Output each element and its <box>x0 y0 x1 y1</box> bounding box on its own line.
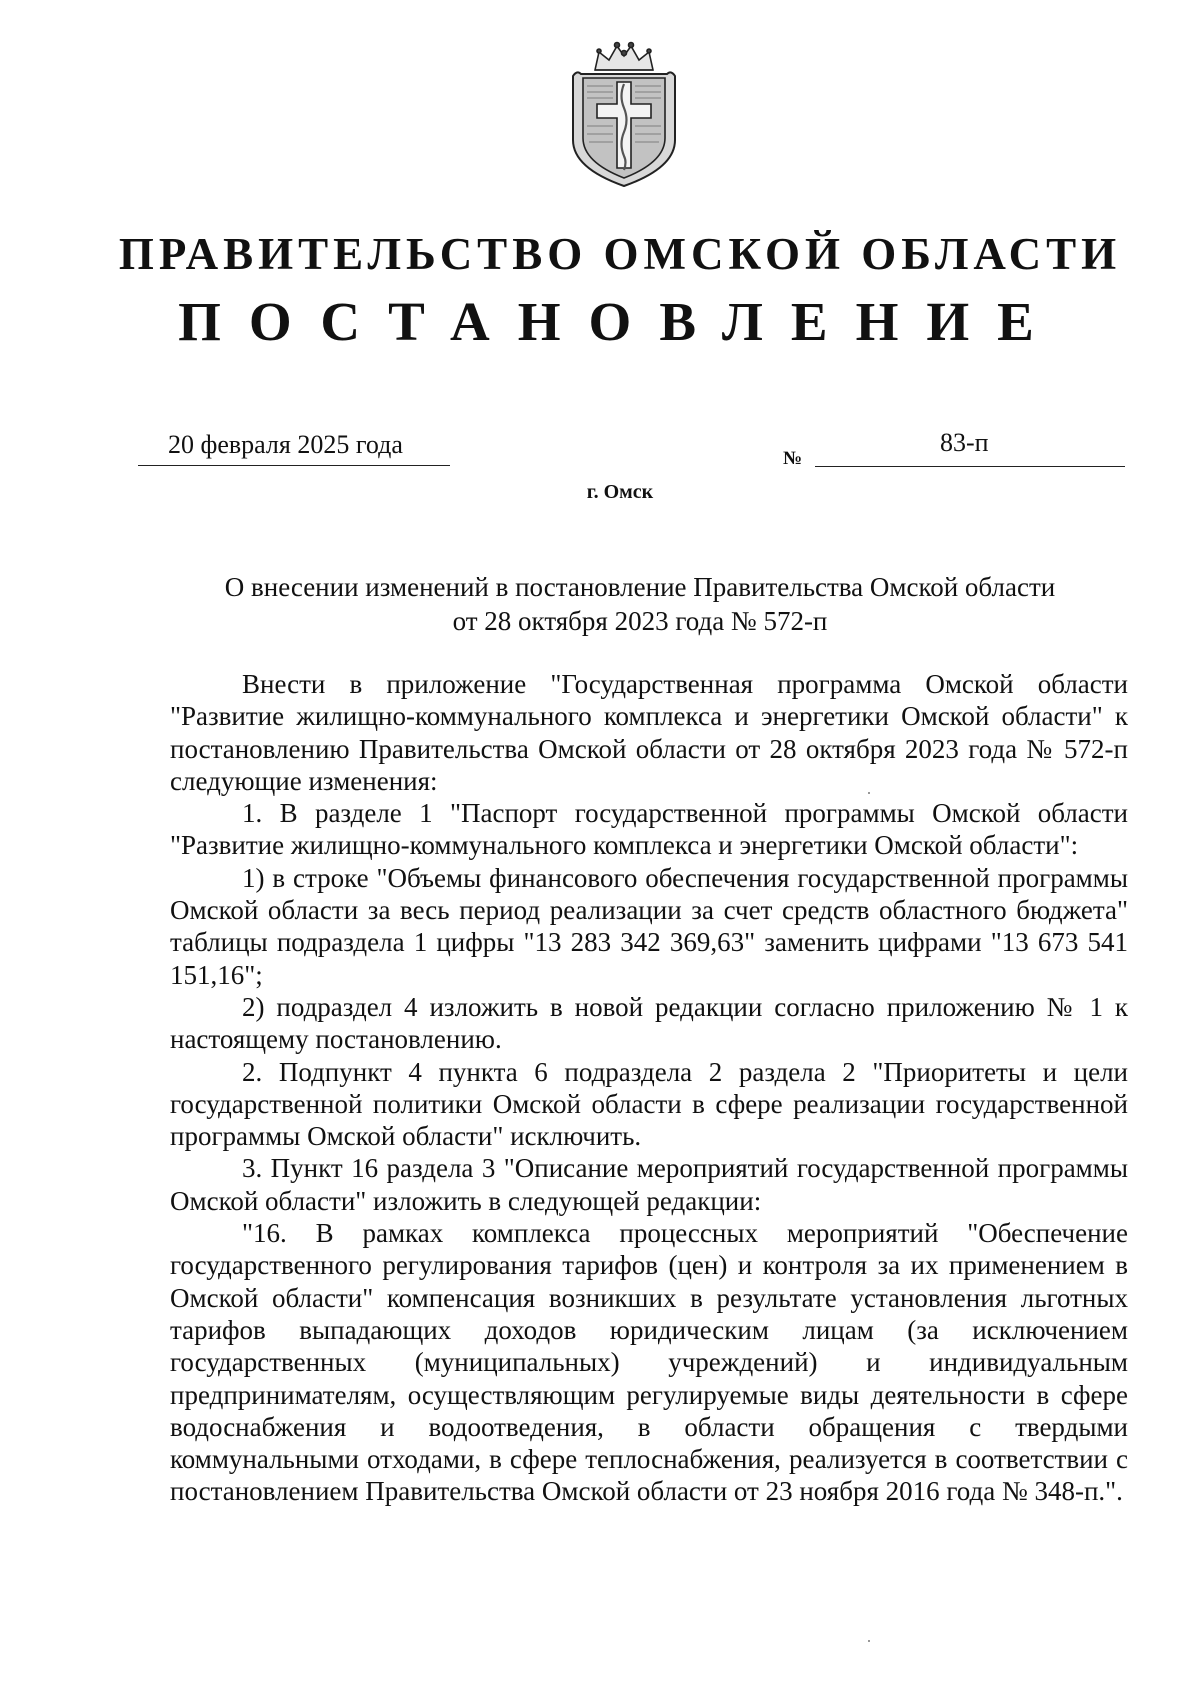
document-number: 83-п <box>940 428 989 457</box>
document-type-title: ПОСТАНОВЛЕНИЕ <box>178 291 1062 352</box>
body-paragraph: "16. В рамках комплекса процессных мероприятий "Обеспечение государственного регулирования тарифов (цен) и контроля за их применением в Омской области" компенсация возникших в результате установления льготных тарифов выпадающих доходов юридическим лицам (за исключением государственных (муниципальных) учреждений) и индивидуальным предпринимателям, осуществляющим регулируемые виды деятельности в сфере водоснабжения и водоотведения, в области обращения с твердыми коммунальными отходами, в сфере теплоснабжения, реализуется в соответствии с постановлением Правительства Омской области от 23 ноября 2016 года № 348-п.". <box>170 1218 1128 1507</box>
document-date: 20 февраля 2025 года <box>168 430 403 459</box>
subject-line: от 28 октября 2023 года № 572-п <box>452 606 828 636</box>
document-city: г. Омск <box>586 481 654 503</box>
body-paragraph: 1. В разделе 1 "Паспорт государственной программы Омской области "Развитие жилищно-коммунального комплекса и энергетики Омской области": <box>170 798 1128 861</box>
body-paragraph: 1) в строке "Объемы финансового обеспечения государственной программы Омской области за весь период реализации за счет средств областного бюджета" таблицы подраздела 1 цифры "13 283 342 369,63" заменить цифрами "13 673 541 151,16"; <box>170 862 1128 990</box>
body-paragraph: 2. Подпункт 4 пункта 6 подраздела 2 раздела 2 "Приоритеты и цели государственной политики Омской области в сфере реализации государственной программы Омской области" исключить. <box>170 1056 1128 1152</box>
date-underline <box>138 465 450 466</box>
subject-line: О внесении изменений в постановление Правительства Омской области <box>224 572 1056 602</box>
body-paragraph: 3. Пункт 16 раздела 3 "Описание мероприятий государственной программы Омской области" изложить в следующей редакции: <box>170 1153 1128 1216</box>
number-underline <box>815 466 1125 467</box>
body-paragraph: Внести в приложение "Государственная программа Омской области "Развитие жилищно-коммунального комплекса и энергетики Омской области" к постановлению Правительства Омской области от 28 октября 2023 года № 572-п следующие изменения: <box>170 669 1128 796</box>
document-body <box>170 668 1128 1508</box>
government-title: ПРАВИТЕЛЬСТВО ОМСКОЙ ОБЛАСТИ <box>118 229 1122 279</box>
body-paragraph: 2) подраздел 4 изложить в новой редакции согласно приложению № 1 к настоящему постановлению. <box>170 991 1128 1055</box>
scan-artifact <box>868 1640 870 1642</box>
number-sign: № <box>783 448 803 469</box>
document-subject <box>200 570 1080 638</box>
omsk-oblast-coat-of-arms-icon <box>567 40 681 188</box>
scan-artifact <box>868 792 870 794</box>
